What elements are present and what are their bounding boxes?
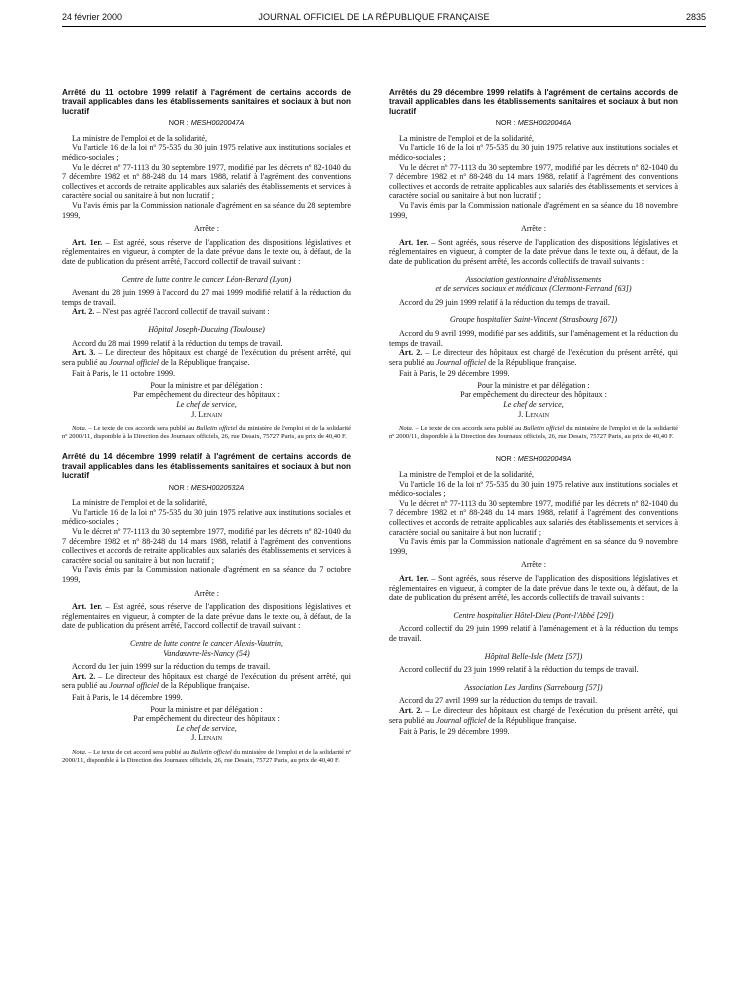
paragraph: La ministre de l'emploi et de la solidarité,	[72, 133, 208, 143]
signature-place-date: Fait à Paris, le 29 décembre 1999.	[399, 369, 510, 379]
paragraph: Vu l'avis émis par la Commission nationale d'agrément en sa séance du 9 novembre 1999,	[389, 537, 678, 556]
signature-place-date: Fait à Paris, le 11 octobre 1999.	[72, 369, 176, 379]
signature-line: Par empêchement du directeur des hôpitaux :	[133, 714, 280, 724]
paragraph: Vu l'article 16 de la loi nº 75-535 du 30 juin 1975 relative aux institutions sociales et médico-sociales ;	[62, 143, 351, 162]
paragraph: Avenant du 28 juin 1999 à l'accord du 27 mai 1999 modifié relatif à la réduction du temps de travail.	[62, 288, 351, 307]
article-1: Art. 1er. – Est agréé, sous réserve de l'application des dispositions législatives et réglementaires en vigueur, à compter de la date prévue dans le texte ou, à défaut, de la date de publication du présent arrêté, l'accord collectif de travail suivant :	[62, 237, 351, 266]
decree-title: Arrêté du 14 décembre 1999 relatif à l'agrément de certains accords de travail applicables dans les établissements sanitaires et sociaux à but non lucratif	[62, 452, 351, 481]
right-column	[389, 88, 678, 737]
signature-line: Le chef de service,	[176, 400, 237, 410]
signature-line: Le chef de service,	[176, 723, 237, 733]
article-2: Art. 2. – Le directeur des hôpitaux est chargé de l'exécution du présent arrêté, qui sera publié au Journal officiel de la République française.	[389, 348, 678, 367]
signature-line: Par empêchement du directeur des hôpitaux :	[133, 390, 280, 400]
article-1: Art. 1er. – Sont agréés, sous réserve de l'application des dispositions législatives et réglementaires en vigueur, à compter de la date prévue dans le texte ou, à défaut, de la date de publication du présent arrêté, les accords collectifs de travail suivants :	[389, 237, 678, 266]
publication-note: Nota. – Le texte de ces accords sera publié au Bulletin officiel du ministère de l'emploi et de la solidarité nº 2000/11, disponible à la Direction des Journaux officiels, 26, rue Desaix, 75727 Paris, au prix de 40,40 F.	[62, 425, 351, 440]
arrete-heading: Arrête :	[520, 224, 547, 234]
signature-line: Le chef de service,	[503, 400, 564, 410]
signature-line: Par empêchement du directeur des hôpitaux :	[460, 390, 607, 400]
article-1: Art. 1er. – Est agréé, sous réserve de l'application des dispositions législatives et réglementaires en vigueur, à compter de la date prévue dans le texte ou, à défaut, de la date de publication du présent arrêté, l'accord collectif de travail suivant :	[62, 602, 351, 631]
paragraph: Accord du 28 mai 1999 relatif à la réduction du temps de travail.	[72, 338, 283, 348]
header-rule	[62, 26, 706, 27]
publication-note: Nota. – Le texte de ces accords sera publié au Bulletin officiel du ministère de l'emploi et de la solidarité nº 2000/11, disponible à la Direction des Journaux officiels, 26, rue Desaix, 75727 Paris, au prix de 40,40 F.	[389, 425, 678, 440]
paragraph: Vu l'article 16 de la loi nº 75-535 du 30 juin 1975 relative aux institutions sociales et médico-sociales ;	[389, 143, 678, 162]
organisation-name: Centre hospitalier Hôtel-Dieu (Pont-l'Abbé [29])	[453, 610, 614, 620]
paragraph: Accord du 9 avril 1999, modifié par ses additifs, sur l'aménagement et la réduction du temps de travail.	[389, 328, 678, 348]
paragraph: Vu le décret nº 77-1113 du 30 septembre 1977, modifié par les décrets nº 82-1040 du 7 décembre 1982 et nº 88-248 du 14 mars 1988, relatif à l'agrément des conventions collectives et accords de retraite applicables aux salariés des établissements et services à caractère social ou sanitaire à but non lucratif ;	[389, 498, 678, 537]
article-2: Art. 2. – N'est pas agréé l'accord collectif de travail suivant :	[72, 307, 270, 317]
article-1: Art. 1er. – Sont agréés, sous réserve de l'application des dispositions législatives et réglementaires en vigueur, à compter de la date prévue dans le texte ou, à défaut, de la date de publication du présent arrêté, les accords collectifs de travail suivants :	[389, 573, 678, 603]
arrete-heading: Arrête :	[520, 560, 547, 570]
article-2: Art. 2. – Le directeur des hôpitaux est chargé de l'exécution du présent arrêté, qui sera publié au Journal officiel de la République française.	[62, 671, 351, 691]
paragraph: Vu l'avis émis par la Commission nationale d'agrément en sa séance du 18 novembre 1999,	[389, 200, 678, 220]
paragraph: Accord collectif du 29 juin 1999 relatif à l'aménagement et à la réduction du temps de travail.	[389, 624, 678, 643]
paragraph: Accord du 27 avril 1999 sur la réduction du temps de travail.	[399, 696, 598, 706]
organisation-name: Centre de lutte contre le cancer Léon-Berard (Lyon)	[121, 274, 292, 284]
paragraph: Accord collectif du 23 juin 1999 relatif à la réduction du temps de travail.	[399, 665, 639, 675]
organisation-name: Hôpital Joseph-Ducuing (Toulouse)	[148, 324, 265, 334]
header-journal-title: JOURNAL OFFICIEL DE LA RÉPUBLIQUE FRANÇAISE	[258, 12, 490, 22]
signatory-name: J. Lenain	[191, 409, 222, 419]
nor-reference: NOR : MESH0020532A	[168, 482, 245, 492]
nor-reference: NOR : MESH0020046A	[495, 118, 572, 128]
paragraph: Vu le décret nº 77-1113 du 30 septembre 1977, modifié par les décrets nº 82-1040 du 7 décembre 1982 et nº 88-248 du 14 mars 1988, relatif à l'agrément des conventions collectives et accords de retraite applicables aux salariés des établissements et services à caractère social ou sanitaire à but non lucratif ;	[389, 162, 678, 201]
signature-line: Pour la ministre et par délégation :	[477, 380, 590, 390]
signatory-name: J. Lenain	[518, 409, 549, 419]
paragraph: Vu le décret nº 77-1113 du 30 septembre 1977, modifié par les décrets nº 82-1040 du 7 décembre 1982 et nº 88-248 du 14 mars 1988, relatif à l'agrément des conventions collectives et accords de retraite applicables aux salariés des établissements et services à caractère social ou sanitaire à but non lucratif ;	[62, 162, 351, 201]
nor-reference: NOR : MESH0020047A	[168, 118, 245, 128]
signature-line: Pour la ministre et par délégation :	[150, 704, 263, 714]
paragraph: Vu l'article 16 de la loi nº 75-535 du 30 juin 1975 relative aux institutions sociales et médico-sociales ;	[389, 479, 678, 499]
paragraph: Vu l'article 16 de la loi nº 75-535 du 30 juin 1975 relative aux institutions sociales et médico-sociales ;	[62, 507, 351, 527]
organisation-name: Hôpital Belle-Isle (Metz [57])	[484, 651, 583, 661]
paragraph: Vu l'avis émis par la Commission nationale d'agrément en sa séance du 7 octobre 1999,	[62, 565, 351, 584]
paragraph: Accord du 29 juin 1999 relatif à la réduction du temps de travail.	[399, 297, 610, 307]
decree-oct-1999	[62, 88, 351, 440]
paragraph: La ministre de l'emploi et de la solidarité,	[399, 470, 535, 480]
decrees-dec-29-1999	[389, 88, 678, 440]
article-2: Art. 2. – Le directeur des hôpitaux est chargé de l'exécution du présent arrêté, qui sera publié au Journal officiel de la République française.	[389, 705, 678, 725]
nor-reference: NOR : MESH0020049A	[495, 454, 572, 464]
organisation-location: Vandœuvre-lès-Nancy (54)	[163, 648, 250, 658]
paragraph: Accord du 1er juin 1999 sur la réduction du temps de travail.	[72, 662, 271, 672]
paragraph: Vu l'avis émis par la Commission nationale d'agrément en sa séance du 28 septembre 1999,	[62, 200, 351, 220]
signature-place-date: Fait à Paris, le 29 décembre 1999.	[399, 727, 510, 737]
decree-dec-14-1999	[62, 452, 351, 764]
publication-note: Nota. – Le texte de cet accord sera publié au Bulletin officiel du ministère de l'emploi et de la solidarité nº 2000/11, disponible à la Direction des Journaux officiels, 26, rue Desaix, 75727 Paris, au prix de 40,40 F.	[62, 748, 351, 764]
organisation-name-cont: et de services sociaux et médicaux (Clermont-Ferrand [63])	[435, 284, 632, 294]
organisation-name: Groupe hospitalier Saint-Vincent (Strasbourg [67])	[449, 315, 618, 325]
signature-line: Pour la ministre et par délégation :	[150, 380, 263, 390]
paragraph: Vu le décret nº 77-1113 du 30 septembre 1977, modifié par les décrets nº 82-1040 du 7 décembre 1982 et nº 88-248 du 14 mars 1988, relatif à l'agrément des conventions collectives et accords de retraite applicables aux salariés des établissements et services à caractère social ou sanitaire à but non lucratif ;	[62, 527, 351, 565]
signature-place-date: Fait à Paris, le 14 décembre 1999.	[72, 692, 183, 702]
organisation-name: Centre de lutte contre le cancer Alexis-Vautrin,	[130, 638, 283, 648]
left-column	[62, 88, 351, 764]
arrete-heading: Arrête :	[193, 588, 220, 598]
decree-title: Arrêtés du 29 décembre 1999 relatifs à l'agrément de certains accords de travail applicables dans les établissements sanitaires et sociaux à but non lucratif	[389, 88, 678, 116]
header-page-number: 2835	[685, 12, 706, 22]
decree-title: Arrêté du 11 octobre 1999 relatif à l'agrément de certains accords de travail applicables dans les établissements sanitaires et sociaux à but non lucratif	[62, 88, 351, 116]
organisation-name: Association gestionnaire d'établissements	[465, 274, 602, 284]
decree-nor-0049a	[389, 454, 678, 736]
signatory-name: J. Lenain	[191, 733, 222, 743]
paragraph: La ministre de l'emploi et de la solidarité,	[399, 133, 535, 143]
arrete-heading: Arrête :	[193, 224, 220, 234]
paragraph: La ministre de l'emploi et de la solidarité,	[72, 498, 208, 508]
header-date: 24 février 2000	[62, 12, 123, 22]
article-3: Art. 3. – Le directeur des hôpitaux est chargé de l'exécution du présent arrêté, qui sera publié au Journal officiel de la République française.	[62, 348, 351, 367]
organisation-name: Association Les Jardins (Sarrebourg [57])	[464, 682, 603, 692]
